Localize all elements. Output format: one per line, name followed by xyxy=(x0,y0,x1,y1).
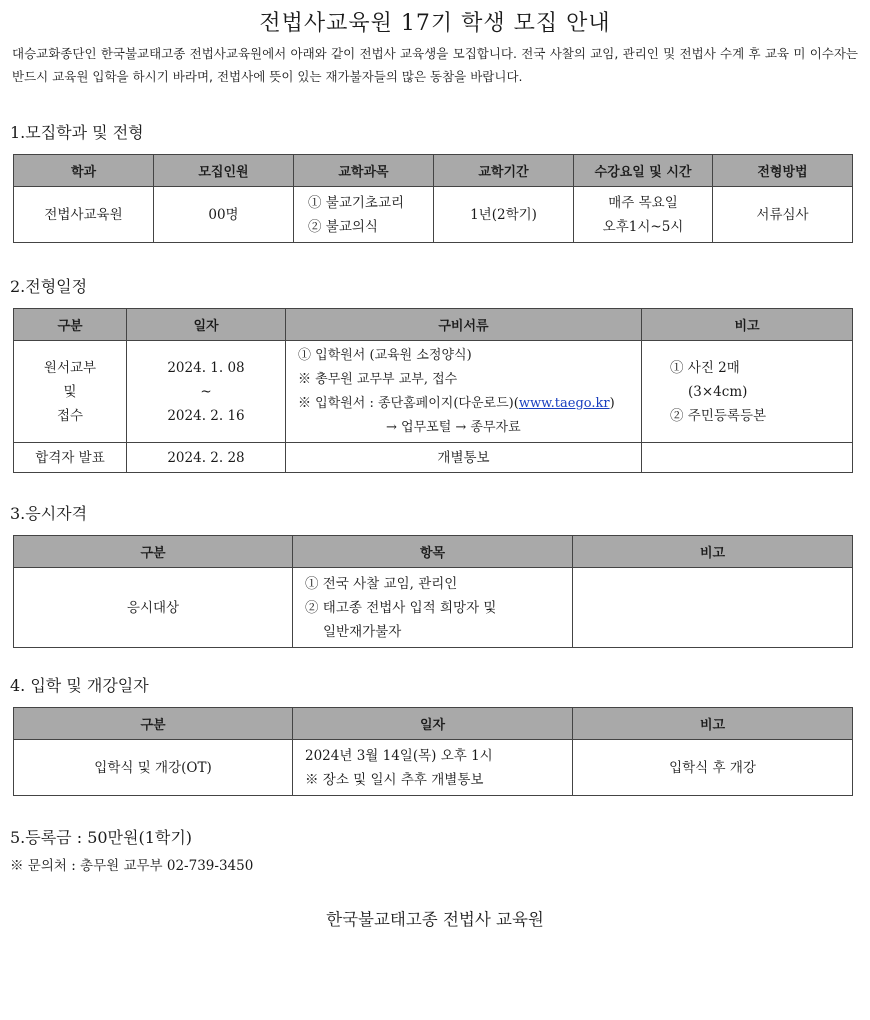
section3-heading: 3.응시자격 xyxy=(10,504,88,523)
col-schedule: 수강요일 및 시간 xyxy=(574,155,713,187)
document-path: → 업무포털 → 종무자료 xyxy=(386,419,521,435)
intro-paragraph: 대승교화종단인 한국불교태고종 전법사교육원에서 아래와 같이 전법사 교육생을 모집합니다. 전국 사찰의 교임, 관리인 및 전법사 수계 후 교육 미 이수자는 반드시 교육원 입학을 하시기 바라며, 전법사에 뜻이 있는 재가불자들의 많은 동참을 바랍니다. xyxy=(12,46,858,84)
subject-item: ② 불교의식 xyxy=(308,218,378,235)
col-note: 비고 xyxy=(573,536,853,568)
recruit-table-header xyxy=(14,155,853,187)
schedule-table-header xyxy=(14,309,853,341)
col-subject: 교학과목 xyxy=(294,155,434,187)
admission-note: ※ 장소 및 일시 추후 개별통보 xyxy=(305,771,484,788)
col-date: 일자 xyxy=(127,309,286,341)
admission-table-header xyxy=(14,708,853,740)
admission-date: 2024년 3월 14일(목) 오후 1시 xyxy=(305,747,493,764)
documents-cell: 개별통보 xyxy=(286,443,642,473)
date-start: 2024. 1. 08 xyxy=(167,359,245,376)
table-row xyxy=(14,568,853,648)
schedule-time: 오후1시~5시 xyxy=(602,218,684,235)
note-cell xyxy=(573,568,853,648)
category-cell: 합격자 발표 xyxy=(14,443,127,473)
category-line: 원서교부 xyxy=(43,359,97,376)
note-item: (3×4cm) xyxy=(688,383,748,400)
col-category: 구분 xyxy=(14,536,293,568)
schedule-table xyxy=(13,308,853,473)
col-note: 비고 xyxy=(573,708,853,740)
subject-cell xyxy=(294,187,434,243)
category-cell: 응시대상 xyxy=(14,568,293,648)
note-item: ① 사진 2매 xyxy=(670,359,740,376)
item-cell xyxy=(293,568,573,648)
date-tilde: ~ xyxy=(200,383,212,400)
subject-item: ① 불교기초교리 xyxy=(308,194,405,211)
col-method: 전형방법 xyxy=(713,155,853,187)
table-row xyxy=(14,740,853,796)
col-item: 항목 xyxy=(293,536,573,568)
document-text: ※ 입학원서 : 종단홈페이지(다운로드)( xyxy=(298,395,519,411)
category-line: 및 xyxy=(63,383,77,400)
table-row xyxy=(14,443,853,473)
count-cell: 00명 xyxy=(154,187,294,243)
section5-heading: 5.등록금 : 50만원(1학기) xyxy=(10,828,193,847)
col-dept: 학과 xyxy=(14,155,154,187)
schedule-cell xyxy=(574,187,713,243)
document-item: ① 입학원서 (교육원 소정양식) xyxy=(298,347,472,363)
section1-heading: 1.모집학과 및 전형 xyxy=(10,123,144,142)
col-category: 구분 xyxy=(14,309,127,341)
page-title: 전법사교육원 17기 학생 모집 안내 xyxy=(259,11,611,36)
document-text: ) xyxy=(609,395,615,411)
homepage-link[interactable]: www.taego.kr xyxy=(518,395,610,411)
note-cell xyxy=(642,443,853,473)
table-row xyxy=(14,341,853,443)
col-documents: 구비서류 xyxy=(286,309,642,341)
col-category: 구분 xyxy=(14,708,293,740)
footer-org-name: 한국불교태고종 전법사 교육원 xyxy=(326,910,544,929)
method-cell: 서류심사 xyxy=(713,187,853,243)
recruit-table xyxy=(13,154,853,243)
eligibility-item: ② 태고종 전법사 입적 희망자 및 xyxy=(305,599,497,616)
document-item: ※ 총무원 교무부 교부, 접수 xyxy=(298,371,458,387)
note-cell: 입학식 후 개강 xyxy=(573,740,853,796)
dept-cell: 전법사교육원 xyxy=(14,187,154,243)
date-cell xyxy=(293,740,573,796)
document-item xyxy=(298,392,641,416)
eligibility-item: ① 전국 사찰 교임, 관리인 xyxy=(305,575,458,592)
period-cell: 1년(2학기) xyxy=(434,187,574,243)
date-cell xyxy=(127,341,286,443)
note-item: ② 주민등록등본 xyxy=(670,407,767,424)
category-cell xyxy=(14,341,127,443)
contact-info: ※ 문의처 : 총무원 교무부 02-739-3450 xyxy=(10,858,254,874)
section4-heading: 4. 입학 및 개강일자 xyxy=(10,676,149,695)
col-date: 일자 xyxy=(293,708,573,740)
date-end: 2024. 2. 16 xyxy=(167,407,245,424)
col-count: 모집인원 xyxy=(154,155,294,187)
col-period: 교학기간 xyxy=(434,155,574,187)
date-cell: 2024. 2. 28 xyxy=(127,443,286,473)
eligibility-item: 일반재가불자 xyxy=(323,623,402,640)
admission-table xyxy=(13,707,853,796)
section2-heading: 2.전형일정 xyxy=(10,277,88,296)
col-note: 비고 xyxy=(642,309,853,341)
schedule-day: 매주 목요일 xyxy=(608,194,678,211)
eligibility-table xyxy=(13,535,853,648)
table-row xyxy=(14,187,853,243)
category-line: 접수 xyxy=(56,407,84,424)
documents-cell xyxy=(286,341,642,443)
eligibility-table-header xyxy=(14,536,853,568)
category-cell: 입학식 및 개강(OT) xyxy=(14,740,293,796)
note-cell xyxy=(642,341,853,443)
